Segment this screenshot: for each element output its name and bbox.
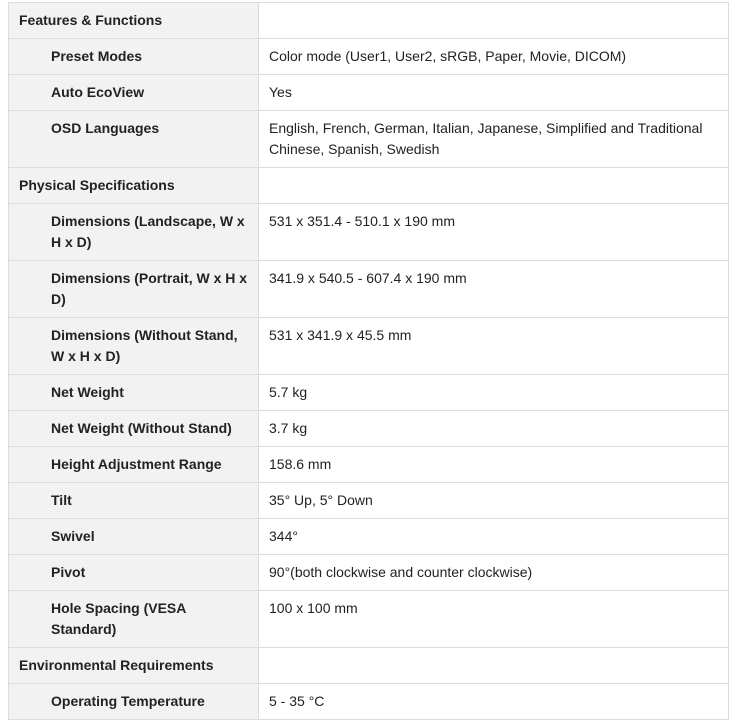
spec-label: OSD Languages	[9, 111, 259, 168]
spec-label: Tilt	[9, 483, 259, 519]
section-header-features-functions	[9, 3, 729, 39]
spec-label: Net Weight	[9, 375, 259, 411]
spec-value: Color mode (User1, User2, sRGB, Paper, Movie, DICOM)	[259, 39, 729, 75]
spec-value: 531 x 341.9 x 45.5 mm	[259, 318, 729, 375]
spec-value: 100 x 100 mm	[259, 591, 729, 648]
spec-label: Auto EcoView	[9, 75, 259, 111]
spec-value: 341.9 x 540.5 - 607.4 x 190 mm	[259, 261, 729, 318]
spec-row-auto-ecoview	[9, 75, 729, 111]
spec-label: Dimensions (Portrait, W x H x D)	[9, 261, 259, 318]
spec-row-osd-languages	[9, 111, 729, 168]
spec-value: 531 x 351.4 - 510.1 x 190 mm	[259, 204, 729, 261]
section-header-environmental-requirements	[9, 648, 729, 684]
spec-row-tilt	[9, 483, 729, 519]
spec-row-swivel	[9, 519, 729, 555]
spec-value: 90°(both clockwise and counter clockwise)	[259, 555, 729, 591]
spec-value: 35° Up, 5° Down	[259, 483, 729, 519]
spec-row-net-weight	[9, 375, 729, 411]
spec-row-dimensions-without-stand	[9, 318, 729, 375]
spec-row-height-adjustment-range	[9, 447, 729, 483]
spec-row-dimensions-portrait	[9, 261, 729, 318]
spec-label: Pivot	[9, 555, 259, 591]
spec-row-preset-modes	[9, 39, 729, 75]
spec-label: Net Weight (Without Stand)	[9, 411, 259, 447]
spec-label: Dimensions (Landscape, W x H x D)	[9, 204, 259, 261]
section-title: Physical Specifications	[9, 168, 259, 204]
spec-table	[8, 2, 729, 720]
section-spacer	[259, 168, 729, 204]
section-title: Features & Functions	[9, 3, 259, 39]
spec-row-dimensions-landscape	[9, 204, 729, 261]
section-title: Environmental Requirements	[9, 648, 259, 684]
spec-value: 344°	[259, 519, 729, 555]
spec-row-operating-temperature	[9, 684, 729, 720]
section-spacer	[259, 648, 729, 684]
spec-label: Dimensions (Without Stand, W x H x D)	[9, 318, 259, 375]
spec-label: Swivel	[9, 519, 259, 555]
spec-label: Preset Modes	[9, 39, 259, 75]
section-header-physical-specifications	[9, 168, 729, 204]
spec-row-hole-spacing	[9, 591, 729, 648]
spec-value: Yes	[259, 75, 729, 111]
spec-value: 5.7 kg	[259, 375, 729, 411]
spec-value: 5 - 35 °C	[259, 684, 729, 720]
spec-row-pivot	[9, 555, 729, 591]
spec-value: 3.7 kg	[259, 411, 729, 447]
spec-label: Hole Spacing (VESA Standard)	[9, 591, 259, 648]
spec-label: Height Adjustment Range	[9, 447, 259, 483]
spec-value: English, French, German, Italian, Japanese, Simplified and Traditional Chinese, Spanish, Swedish	[259, 111, 729, 168]
spec-row-net-weight-without-stand	[9, 411, 729, 447]
spec-value: 158.6 mm	[259, 447, 729, 483]
section-spacer	[259, 3, 729, 39]
spec-label: Operating Temperature	[9, 684, 259, 720]
